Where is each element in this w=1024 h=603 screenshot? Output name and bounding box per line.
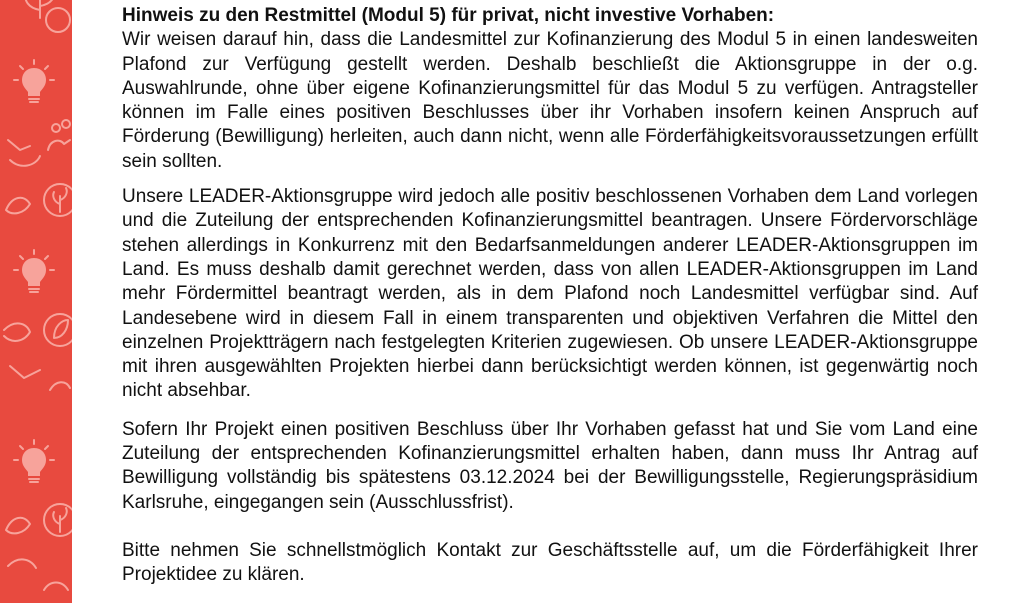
sprout-icon xyxy=(6,504,72,590)
paragraph-contact-request: Bitte nehmen Sie schnellstmöglich Kontakt zur Geschäftsstelle auf, um die Förderfähigkeit Ihrer Projektidee zu klären. xyxy=(122,539,978,586)
lightbulb-icon xyxy=(14,440,54,482)
paragraph-modul5-notice: Wir weisen darauf hin, dass die Landesmittel zur Kofinanzierung des Modul 5 in einen landesweiten Plafond zur Verfügung gestellt werden. Deshalb beschließt die Aktionsgruppe in der o.g. Auswahlrunde, ohne über eigene Kofinanzierungsmittel für das Modul 5 zu verfügen. Antragsteller können im Falle eines positiven Beschlusses über ihr Vorhaben insofern keinen Anspruch auf Förderung (Bewilligung) herleiten, auch dann nicht, wenn alle Förderfähigkeitsvoraussetzungen erfüllt sein sollten. xyxy=(122,29,978,172)
document-body xyxy=(122,4,978,588)
section-heading: Hinweis zu den Restmittel (Modul 5) für privat, nicht investive Vorhaben: xyxy=(122,5,775,26)
lightbulb-icon xyxy=(14,60,54,102)
people-icon xyxy=(8,120,70,166)
side-band-pattern xyxy=(0,0,72,603)
sprout-icon xyxy=(26,0,70,32)
leaf-icon xyxy=(4,314,72,390)
paragraph-application-deadline: Sofern Ihr Projekt einen positiven Beschluss über Ihr Vorhaben gefasst hat und Sie vom Land eine Zuteilung der entsprechenden Kofinanzierungsmittel erhalten haben, dann muss Ihr Antrag auf Bewilligung vollständig bis spätestens 03.12.2024 bei der Bewilligungsstelle, Regierungspräsidium Karlsruhe, eingegangen sein (Ausschlussfrist). xyxy=(122,418,978,513)
lightbulb-icon xyxy=(14,250,54,292)
paragraph-leader-competition: Unsere LEADER-Aktionsgruppe wird jedoch alle positiv beschlossenen Vorhaben dem Land vorlegen und die Zuteilung der entsprechenden Kofinanzierungsmittel beantragen. Unsere Fördervorschläge stehen allerdings in Konkurrenz mit den Bedarfsanmeldungen anderer LEADER-Aktionsgruppen im Land. Es muss deshalb damit gerechnet werden, dass von allen LEADER-Aktionsgruppen im Land mehr Fördermittel beantragt werden, als in dem Plafond noch Landesmittel verfügbar sind. Auf Landesebene wird in diesem Fall in einem transparenten und objektiven Verfahren die Mittel den einzelnen Projektträgern nach festgelegten Kriterien zugewiesen. Ob unsere LEADER-Aktionsgruppe mit ihren ausgewählten Projekten hierbei dann berücksichtigt werden können, ist gegenwärtig noch nicht absehbar. xyxy=(122,186,978,402)
sprout-icon xyxy=(6,184,72,216)
decorative-side-band xyxy=(0,0,72,603)
